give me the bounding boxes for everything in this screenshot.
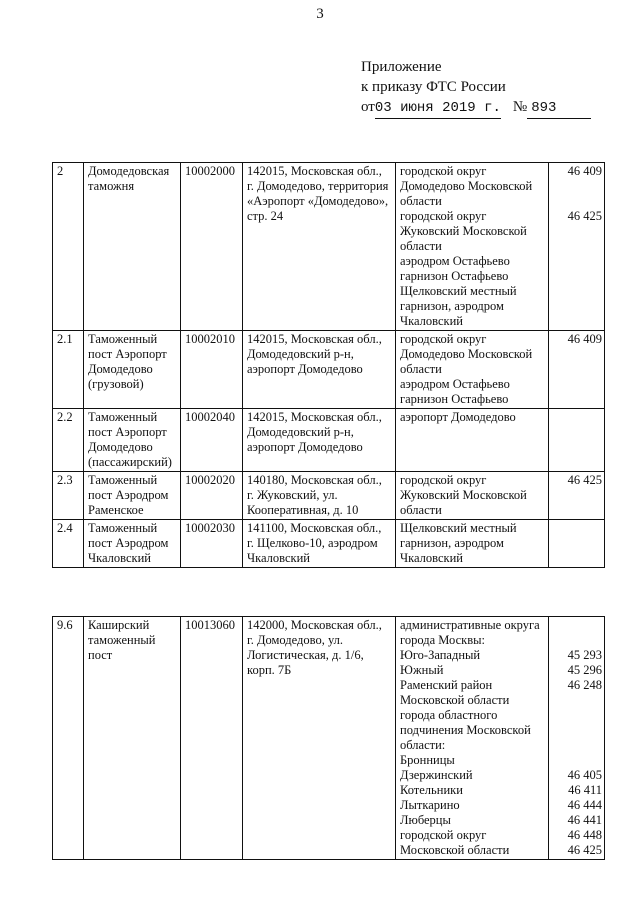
row-number: 2 [53, 163, 84, 331]
territory-item: городской округ Домодедово Московской области [400, 332, 533, 376]
order-number: 893 [527, 98, 591, 119]
customs-code: 10002010 [181, 331, 243, 409]
okato-code: 46 409 [567, 164, 602, 178]
order-date: 03 июня 2019 г. [375, 98, 501, 119]
customs-address: 142015, Московская обл., г. Домодедово, территория «Аэропорт «Домодедово», стр. 24 [243, 163, 396, 331]
page-number: 3 [316, 6, 324, 22]
customs-name: Таможенный пост Аэропорт Домодедово (пассажирский) [84, 409, 181, 472]
okato-code: 46 441 [567, 813, 602, 827]
customs-name: Таможенный пост Аэродром Чкаловский [84, 520, 181, 568]
customs-code: 10002000 [181, 163, 243, 331]
customs-name: Каширский таможенный пост [84, 617, 181, 860]
okato-code: 46 425 [567, 843, 602, 857]
territory-item: городской округ Жуковский Московской области [400, 473, 527, 517]
territory-item: аэродром Остафьево гарнизон Остафьево [400, 377, 510, 406]
table-row [53, 520, 605, 568]
number-sign: № [512, 99, 528, 115]
appendix-title: Приложение [361, 59, 442, 75]
okato-cell [549, 163, 605, 331]
territory-item: Котельники [400, 783, 463, 797]
customs-name: Таможенный пост Аэродром Раменское [84, 472, 181, 520]
territory-item: городской округ Жуковский Московской области [400, 209, 527, 253]
okato-code: 46 425 [567, 473, 602, 487]
territory-item: Бронницы [400, 753, 455, 767]
customs-table-top [52, 162, 605, 568]
order-date-line [361, 97, 591, 119]
table-row [53, 409, 605, 472]
appendix-order-ref: к приказу ФТС России [361, 79, 506, 95]
territory-item: Щелковский местный гарнизон, аэродром Чкаловский [400, 284, 517, 328]
territory-item: города областного подчинения Московской области: [400, 708, 531, 752]
customs-address: 142015, Московская обл., Домодедовский р-н, аэропорт Домодедово [243, 409, 396, 472]
territory-cell [396, 472, 549, 520]
territory-item: Лыткарино [400, 798, 460, 812]
okato-cell [549, 617, 605, 860]
customs-code: 10002040 [181, 409, 243, 472]
okato-code: 45 293 [567, 648, 602, 662]
territory-cell [396, 520, 549, 568]
customs-table-bottom [52, 616, 605, 860]
territory-item: городской округ Московской области [400, 828, 510, 857]
okato-cell [549, 409, 605, 472]
territory-item: аэродром Остафьево гарнизон Остафьево [400, 254, 510, 283]
row-number: 2.2 [53, 409, 84, 472]
territory-cell [396, 409, 549, 472]
territory-item: Щелковский местный гарнизон, аэродром Чкаловский [400, 521, 517, 565]
territory-item: Юго-Западный [400, 648, 481, 662]
customs-code: 10013060 [181, 617, 243, 860]
table-row [53, 331, 605, 409]
row-number: 2.1 [53, 331, 84, 409]
customs-address: 141100, Московская обл., г. Щелково-10, аэродром Чкаловский [243, 520, 396, 568]
territory-item: Раменский район Московской области [400, 678, 510, 707]
customs-code: 10002020 [181, 472, 243, 520]
okato-cell [549, 520, 605, 568]
territory-item: городской округ Домодедово Московской области [400, 164, 533, 208]
customs-address: 142015, Московская обл., Домодедовский р-н, аэропорт Домодедово [243, 331, 396, 409]
territory-item: Люберцы [400, 813, 451, 827]
territory-item: Южный [400, 663, 444, 677]
okato-code: 46 448 [567, 828, 602, 842]
okato-cell [549, 472, 605, 520]
customs-name: Таможенный пост Аэропорт Домодедово (грузовой) [84, 331, 181, 409]
row-number: 9.6 [53, 617, 84, 860]
territory-item: административные округа города Москвы: [400, 618, 540, 647]
okato-code: 46 409 [567, 332, 602, 346]
table-row [53, 472, 605, 520]
territory-cell [396, 163, 549, 331]
customs-address: 142000, Московская обл., г. Домодедово, ул. Логистическая, д. 1/6, корп. 7Б [243, 617, 396, 860]
okato-code: 46 425 [567, 209, 602, 223]
okato-code: 46 444 [567, 798, 602, 812]
territory-item: аэропорт Домодедово [400, 410, 516, 424]
territory-cell [396, 617, 549, 860]
row-number: 2.4 [53, 520, 84, 568]
okato-cell [549, 331, 605, 409]
row-number: 2.3 [53, 472, 84, 520]
territory-cell [396, 331, 549, 409]
territory-item: Дзержинский [400, 768, 473, 782]
table-row [53, 617, 605, 860]
date-prefix: от [361, 99, 375, 115]
okato-code: 45 296 [567, 663, 602, 677]
customs-code: 10002030 [181, 520, 243, 568]
table-row [53, 163, 605, 331]
okato-code: 46 248 [567, 678, 602, 692]
customs-name: Домодедовская таможня [84, 163, 181, 331]
appendix-header [361, 57, 591, 119]
okato-code: 46 405 [567, 768, 602, 782]
customs-address: 140180, Московская обл., г. Жуковский, ул. Кооперативная, д. 10 [243, 472, 396, 520]
okato-code: 46 411 [568, 783, 602, 797]
